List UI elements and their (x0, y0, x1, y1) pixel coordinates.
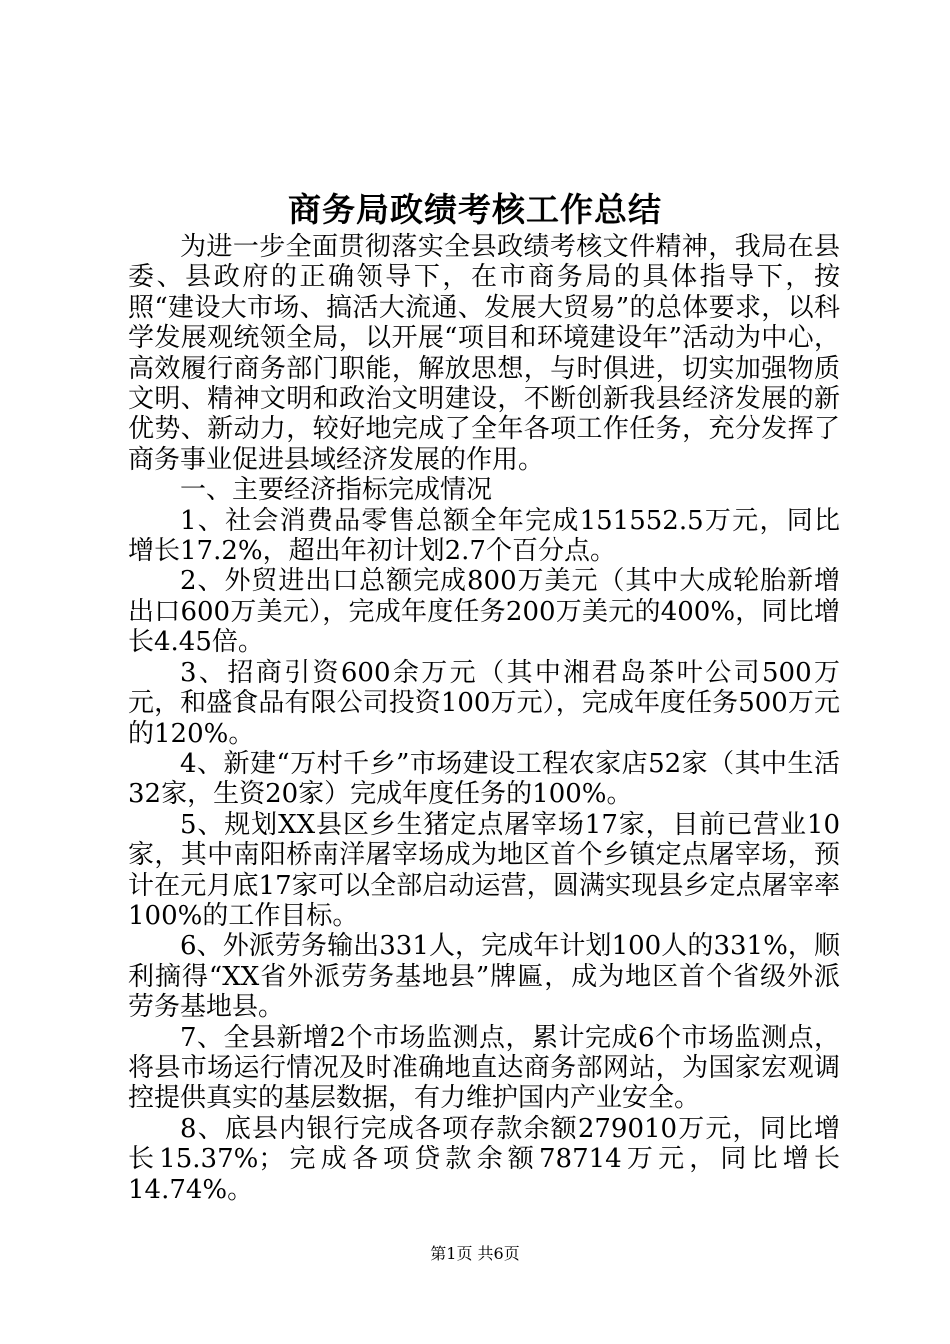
indicator-item-6: 6、外派劳务输出331人，完成年计划100人的331%，顺利摘得“XX省外派劳务基地县”牌匾，成为地区首个省级外派劳务基地县。 (128, 931, 840, 1023)
indicator-item-3: 3、招商引资600余万元（其中湘君岛茶叶公司500万元，和盛食品有限公司投资100万元），完成年度任务500万元的120%。 (128, 657, 840, 749)
indicator-item-2: 2、外贸进出口总额完成800万美元（其中大成轮胎新增出口600万美元），完成年度任务200万美元的400%，同比增长4.45倍。 (128, 566, 840, 658)
intro-paragraph: 为进一步全面贯彻落实全县政绩考核文件精神，我局在县委、县政府的正确领导下，在市商务局的具体指导下，按照“建设大市场、搞活大流通、发展大贸易”的总体要求，以科学发展观统领全局，以开展“项目和环境建设年”活动为中心，高效履行商务部门职能，解放思想，与时俱进，切实加强物质文明、精神文明和政治文明建设，不断创新我县经济发展的新优势、新动力，较好地完成了全年各项工作任务，充分发挥了商务事业促进县域经济发展的作用。 (128, 232, 840, 475)
indicator-item-5: 5、规划XX县区乡生猪定点屠宰场17家，目前已营业10家，其中南阳桥南洋屠宰场成为地区首个乡镇定点屠宰场，预计在元月底17家可以全部启动运营，圆满实现县乡定点屠宰率100%的工作目标。 (128, 809, 840, 931)
page-footer: 第1页 共6页 (430, 1244, 520, 1263)
indicator-item-1: 1、社会消费品零售总额全年完成151552.5万元，同比增长17.2%，超出年初计划2.7个百分点。 (128, 505, 840, 567)
section-heading: 一、主要经济指标完成情况 (180, 475, 493, 506)
indicator-item-7: 7、全县新增2个市场监测点，累计完成6个市场监测点，将县市场运行情况及时准确地直达商务部网站，为国家宏观调控提供真实的基层数据，有力维护国内产业安全。 (128, 1022, 840, 1114)
indicator-item-8: 8、底县内银行完成各项存款余额279010万元，同比增长15.37%；完成各项贷款余额78714万元，同比增长14.74%。 (128, 1113, 840, 1205)
document-title: 商务局政绩考核工作总结 (288, 190, 662, 229)
document-body (128, 232, 840, 1205)
indicator-item-4: 4、新建“万村千乡”市场建设工程农家店52家（其中生活32家，生资20家）完成年度任务的100%。 (128, 748, 840, 810)
